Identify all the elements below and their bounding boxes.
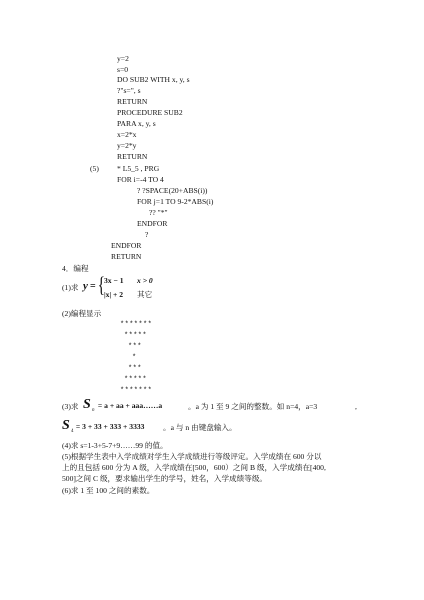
math-formula: = 3 + 33 + 333 + 3333 <box>74 422 145 431</box>
code-line: y=2 <box>117 54 129 63</box>
code-line: y=2*y <box>117 141 137 150</box>
code-line: ? ?SPACE(20+ABS(i)) <box>137 186 208 195</box>
math-equals: = <box>90 281 96 292</box>
case-condition: 其它 <box>137 290 153 299</box>
margin-mark: , <box>355 402 357 411</box>
math-formula: = a + aa + aaa……a <box>96 401 163 410</box>
star-row: ***** <box>124 332 148 340</box>
math-subscript: n <box>92 408 95 413</box>
case-condition: x > 0 <box>137 276 153 285</box>
code-line: s=0 <box>117 65 129 74</box>
code-line: PARA x, y, s <box>117 119 156 128</box>
question-text: 。a 为 1 至 9 之间的整数。如 n=4，a=3 <box>188 402 318 411</box>
star-row: ***** <box>124 376 148 384</box>
code-line: ENDFOR <box>137 219 168 228</box>
code-line: RETURN <box>117 97 148 106</box>
math-variable: S <box>62 418 70 433</box>
code-line: * L5_5 , PRG <box>117 164 160 173</box>
case-expression: 3x − 1 <box>104 276 124 285</box>
code-line: x=2*x <box>117 130 137 139</box>
question-6: (6)求 1 至 100 之间的素数。 <box>62 486 155 495</box>
math-variable: y <box>83 280 88 292</box>
code-line: DO SUB2 WITH x, y, s <box>117 75 190 84</box>
brace-icon: { <box>97 272 105 297</box>
math-variable: S <box>83 397 91 412</box>
star-row: ******* <box>120 387 153 395</box>
item-number: (5) <box>90 164 99 173</box>
code-line: RETURN <box>117 152 148 161</box>
star-row: *** <box>128 343 142 351</box>
question-line: (5)根据学生表中入学成绩对学生入学成绩进行等级评定。入学成绩在 600 分以 <box>62 452 322 461</box>
code-line: ?? "*" <box>149 208 168 217</box>
star-row: ******* <box>120 321 153 329</box>
code-line: FOR i=-4 TO 4 <box>117 175 164 184</box>
question-line: 上的且包括 600 分为 A 级，入学成绩在[500，600）之间 B 级，入学成绩在[400, <box>62 463 326 472</box>
question-text: 。a 与 n 由键盘输入。 <box>163 423 237 432</box>
code-line: PROCEDURE SUB2 <box>117 108 183 117</box>
math-subscript: 4 <box>71 429 74 434</box>
code-line: ?"s=", s <box>117 86 141 95</box>
code-line: ENDFOR <box>111 241 142 250</box>
code-line: FOR j=1 TO 9-2*ABS(i) <box>137 197 214 206</box>
case-expression: |x| + 2 <box>104 290 124 299</box>
code-line: RETURN <box>111 252 142 261</box>
code-line: ? <box>145 230 149 239</box>
question-4: (4)求 s=1-3+5-7+9……99 的值。 <box>62 441 168 450</box>
section-heading: 4．编程 <box>62 264 89 273</box>
question-label: (2)编程显示 <box>62 309 102 318</box>
star-row: * <box>132 354 137 362</box>
question-line: 500]之间 C 级，要求输出学生的学号，姓名，入学成绩等级。 <box>62 474 268 483</box>
question-prefix: (3)求 <box>62 402 79 411</box>
star-row: *** <box>128 365 142 373</box>
question-prefix: (1)求 <box>62 283 79 292</box>
